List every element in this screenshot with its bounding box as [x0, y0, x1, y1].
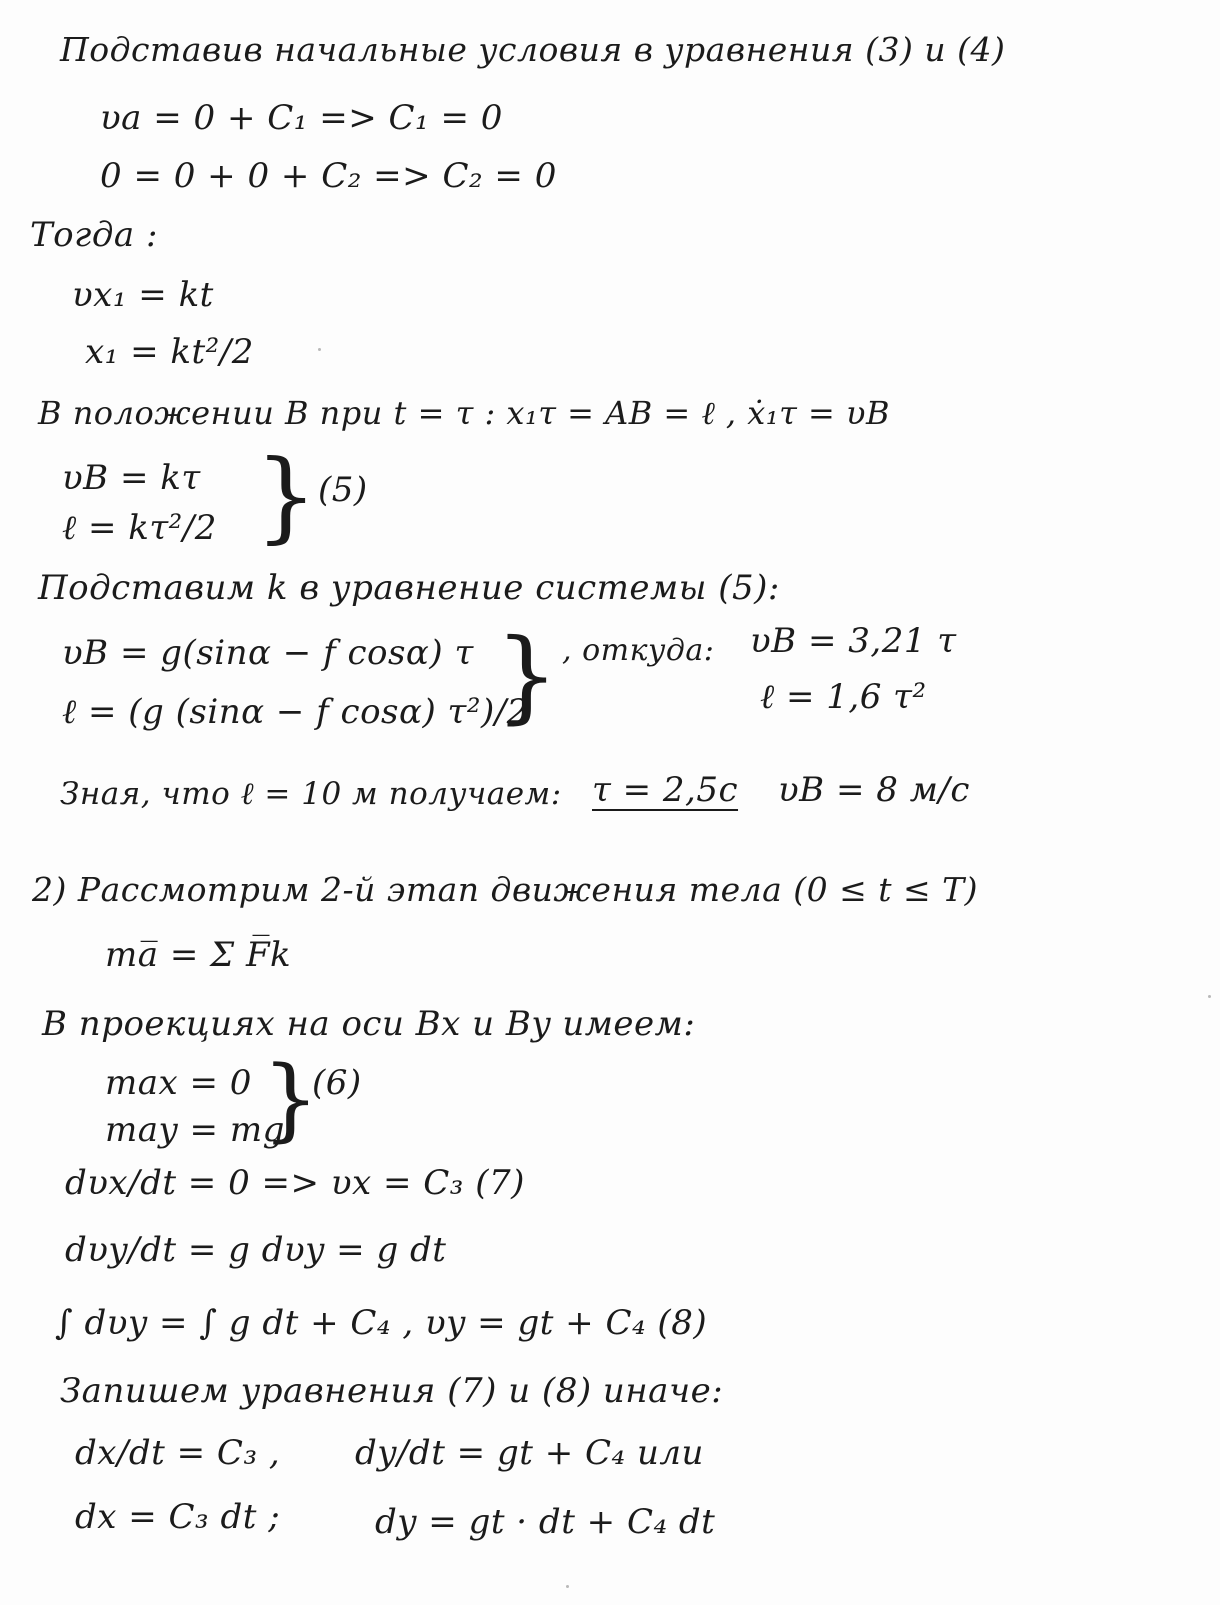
- text-line: Подставим k в уравнение системы (5):: [38, 568, 780, 608]
- equation-number: (6): [312, 1063, 362, 1103]
- equation-line: υB = kτ: [62, 458, 201, 498]
- equation-line: υx₁ = kt: [72, 275, 214, 315]
- text-line: В положении B при t = τ : x₁τ = AB = ℓ , ẋ₁τ = υB: [38, 394, 890, 432]
- text-line: , откуда:: [562, 633, 715, 668]
- equation-line: dx/dt = C₃ ,: [75, 1433, 281, 1473]
- text-line: Зная, что ℓ = 10 м получаем:: [60, 776, 562, 812]
- text-line: Подставив начальные условия в уравнения (3) и (4): [60, 30, 1006, 69]
- text-line: В проекциях на оси Bx и By имеем:: [42, 1004, 696, 1044]
- section-heading: 2) Рассмотрим 2-й этап движения тела (0 ≤ t ≤ T): [32, 870, 979, 909]
- text-line: Запишем уравнения (7) и (8) иначе:: [60, 1371, 724, 1411]
- equation-line: 0 = 0 + 0 + C₂ => C₂ = 0: [100, 156, 557, 196]
- paper-speck: [318, 348, 321, 351]
- result-line: ℓ = 1,6 τ²: [760, 677, 927, 717]
- equation-line: x₁ = kt²/2: [85, 332, 254, 372]
- equation-line: dy/dt = gt + C₄ или: [355, 1433, 704, 1473]
- result-highlight: τ = 2,5c: [592, 770, 739, 810]
- equation-number: (5): [318, 470, 368, 510]
- equation-line: dx = C₃ dt ;: [75, 1497, 281, 1537]
- equation-line: dυx/dt = 0 => υx = C₃ (7): [65, 1163, 525, 1203]
- equation-line: ℓ = kτ²/2: [62, 508, 217, 548]
- text-line: Тогда :: [30, 215, 158, 255]
- system-brace: }: [495, 617, 559, 734]
- paper-speck: [1208, 995, 1211, 998]
- result-line: υB = 8 м/с: [778, 770, 970, 810]
- equation-line: υB = g(sinα − f cosα) τ: [62, 633, 474, 673]
- equation-line: ℓ = (g (sinα − f cosα) τ²)/2: [62, 692, 529, 732]
- system-brace: }: [262, 1047, 320, 1152]
- equation-line: max = 0: [105, 1063, 252, 1103]
- equation-line: υa = 0 + C₁ => C₁ = 0: [100, 98, 503, 138]
- paper-speck: [566, 1585, 569, 1588]
- equation-line: ∫ dυy = ∫ g dt + C₄ , υy = gt + C₄ (8): [55, 1303, 708, 1343]
- equation-line: dy = gt · dt + C₄ dt: [375, 1502, 716, 1542]
- result-line: υB = 3,21 τ: [750, 621, 957, 661]
- equation-line: dυy/dt = g dυy = g dt: [65, 1230, 447, 1270]
- system-brace: }: [255, 440, 318, 554]
- equation-line: may = mg: [105, 1110, 285, 1150]
- equation-line: ma̅ = Σ F̅k: [105, 935, 292, 975]
